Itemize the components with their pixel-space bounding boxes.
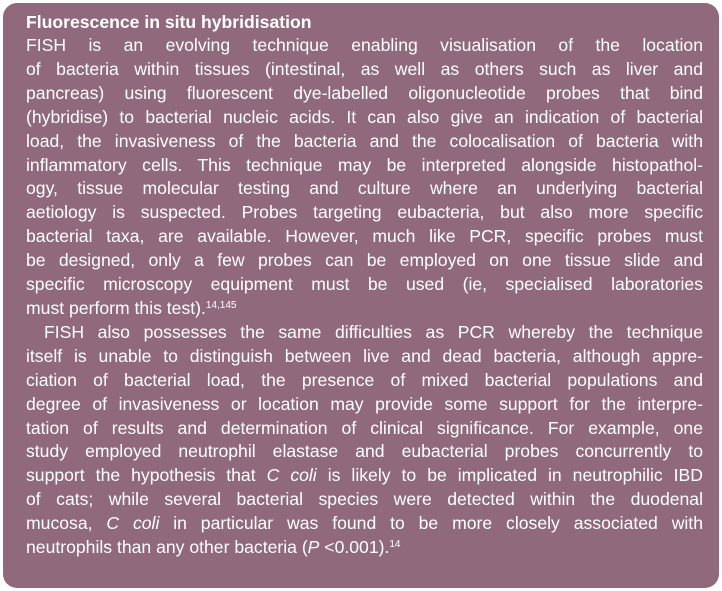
- species-name: C coli: [266, 465, 317, 486]
- p-value-symbol: P: [307, 537, 320, 558]
- text-line: pancreas) using fluorescent dye-labelled oligonucleotide probes that bind: [26, 82, 703, 103]
- text-line: tation of results and determination of clinical significance. For example, one: [26, 417, 703, 438]
- text-line: [26, 464, 703, 488]
- text-span: support the hypothesis that: [26, 465, 267, 486]
- paragraph-1: [26, 34, 703, 321]
- text-line: load, the invasiveness of the bacteria and the colocalisation of bacteria with: [26, 130, 703, 151]
- text-line: degree of invasiveness or location may provide some support for the interpre-: [26, 393, 703, 414]
- species-name: C coli: [106, 513, 160, 534]
- text-span: must perform this test).: [26, 297, 206, 318]
- text-line: FISH also possesses the same difficulties as PCR whereby the technique: [44, 321, 703, 342]
- text-line: [26, 536, 703, 560]
- text-line: be designed, only a few probes can be employed on one tissue slide and: [26, 250, 703, 271]
- text-line: ogy, tissue molecular testing and culture where an underlying bacterial: [26, 178, 703, 199]
- text-line: ciation of bacterial load, the presence of mixed bacterial populations and: [26, 369, 703, 390]
- text-span: <0.001).: [319, 537, 390, 558]
- text-span: mucosa,: [26, 513, 107, 534]
- reference-superscript: 14: [389, 539, 401, 551]
- text-span: is likely to be implicated in neutrophilic IBD: [316, 465, 703, 486]
- text-line: aetiology is suspected. Probes targeting eubacteria, but also more specific: [26, 202, 703, 223]
- text-line: [26, 512, 703, 536]
- text-line: bacterial taxa, are available. However, much like PCR, specific probes must: [26, 226, 703, 247]
- box-title: Fluorescence in situ hybridisation: [26, 12, 312, 32]
- text-span: in particular was found to be more closely associated with: [159, 513, 703, 534]
- reference-superscript: 14,145: [205, 299, 237, 311]
- text-line: of bacteria within tissues (intestinal, as well as others such as liver and: [26, 58, 703, 79]
- paragraph-2: [26, 321, 703, 560]
- text-line: inflammatory cells. This technique may be interpreted alongside histopathol-: [26, 154, 703, 175]
- text-box: [3, 3, 719, 588]
- text-line: FISH is an evolving technique enabling visualisation of the location: [26, 35, 703, 55]
- text-line: itself is unable to distinguish between live and dead bacteria, although appre-: [26, 345, 703, 366]
- text-line: study employed neutrophil elastase and eubacterial probes concurrently to: [26, 441, 703, 462]
- text-line: [26, 297, 703, 321]
- text-span: neutrophils than any other bacteria (: [26, 537, 308, 558]
- text-line: (hybridise) to bacterial nucleic acids. It can also give an indication of bacterial: [26, 106, 703, 127]
- text-line: of cats; while several bacterial species were detected within the duodenal: [26, 489, 703, 510]
- text-line: specific microscopy equipment must be used (ie, specialised laboratories: [26, 274, 703, 295]
